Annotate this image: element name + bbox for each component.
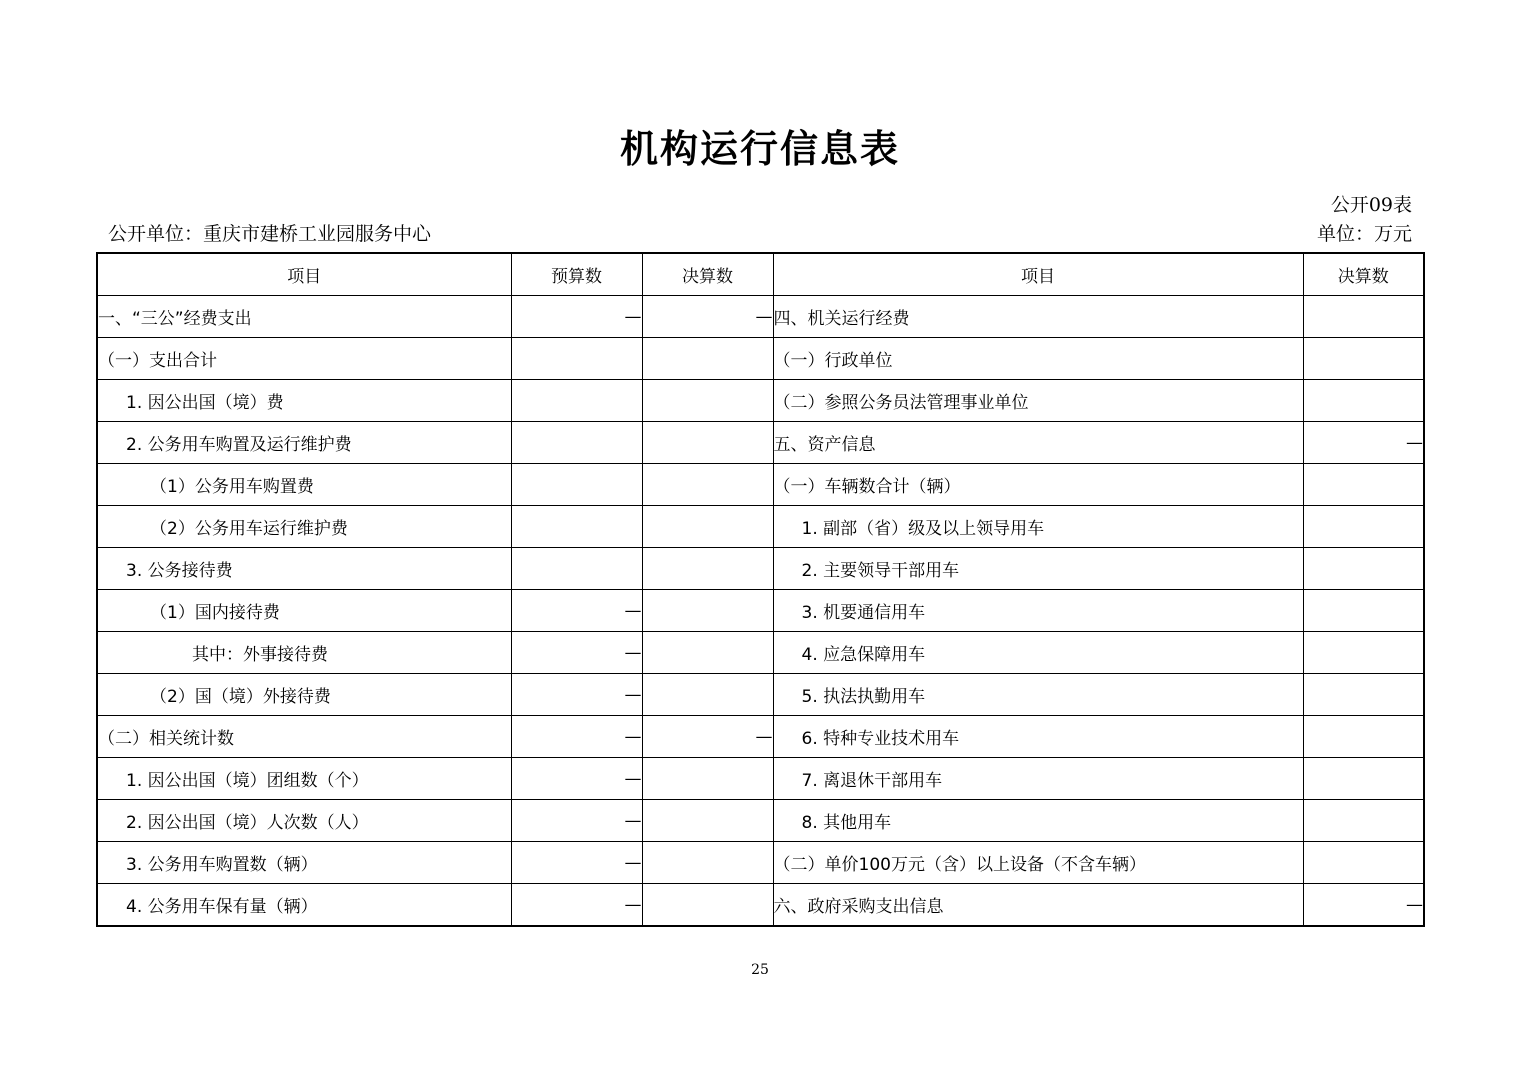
table-row bbox=[97, 506, 1424, 548]
budget-value bbox=[511, 338, 642, 380]
right-item: 6. 特种专业技术用车 bbox=[773, 716, 1303, 758]
right-final-value bbox=[1303, 716, 1424, 758]
table-row bbox=[97, 464, 1424, 506]
table-row bbox=[97, 842, 1424, 884]
budget-value bbox=[511, 506, 642, 548]
right-final-value bbox=[1303, 590, 1424, 632]
right-item: 4. 应急保障用车 bbox=[773, 632, 1303, 674]
left-item: （2）国（境）外接待费 bbox=[97, 674, 511, 716]
header-item-right: 项目 bbox=[773, 253, 1303, 296]
right-final-value bbox=[1303, 632, 1424, 674]
table-row bbox=[97, 716, 1424, 758]
left-item: （二）相关统计数 bbox=[97, 716, 511, 758]
left-item: 其中：外事接待费 bbox=[97, 632, 511, 674]
budget-value bbox=[511, 464, 642, 506]
final-value bbox=[642, 632, 773, 674]
budget-value: — bbox=[511, 296, 642, 338]
right-item: 8. 其他用车 bbox=[773, 800, 1303, 842]
info-table bbox=[96, 252, 1425, 927]
right-item: 7. 离退休干部用车 bbox=[773, 758, 1303, 800]
final-value bbox=[642, 884, 773, 927]
right-item: 四、机关运行经费 bbox=[773, 296, 1303, 338]
left-item: 2. 因公出国（境）人次数（人） bbox=[97, 800, 511, 842]
reporting-unit: 公开单位：重庆市建桥工业园服务中心 bbox=[108, 223, 432, 245]
budget-value: — bbox=[511, 800, 642, 842]
header-budget: 预算数 bbox=[511, 253, 642, 296]
left-item: （一）支出合计 bbox=[97, 338, 511, 380]
right-final-value: — bbox=[1303, 884, 1424, 927]
right-item: （一）车辆数合计（辆） bbox=[773, 464, 1303, 506]
final-value bbox=[642, 758, 773, 800]
table-row bbox=[97, 380, 1424, 422]
final-value bbox=[642, 800, 773, 842]
final-value bbox=[642, 464, 773, 506]
page-number: 25 bbox=[751, 962, 769, 978]
budget-value: — bbox=[511, 884, 642, 927]
left-item: 3. 公务用车购置数（辆） bbox=[97, 842, 511, 884]
right-final-value bbox=[1303, 380, 1424, 422]
table-row bbox=[97, 758, 1424, 800]
final-value bbox=[642, 590, 773, 632]
budget-value: — bbox=[511, 674, 642, 716]
left-item: （1）公务用车购置费 bbox=[97, 464, 511, 506]
right-item: （二）单价100万元（含）以上设备（不含车辆） bbox=[773, 842, 1303, 884]
final-value bbox=[642, 422, 773, 464]
page-title: 机构运行信息表 bbox=[619, 127, 900, 171]
right-item: （二）参照公务员法管理事业单位 bbox=[773, 380, 1303, 422]
budget-value: — bbox=[511, 590, 642, 632]
budget-value: — bbox=[511, 632, 642, 674]
left-item: 2. 公务用车购置及运行维护费 bbox=[97, 422, 511, 464]
table-row bbox=[97, 884, 1424, 927]
final-value bbox=[642, 380, 773, 422]
left-item: 1. 因公出国（境）团组数（个） bbox=[97, 758, 511, 800]
header-final-right: 决算数 bbox=[1303, 253, 1424, 296]
right-final-value bbox=[1303, 800, 1424, 842]
right-final-value bbox=[1303, 674, 1424, 716]
table-row bbox=[97, 422, 1424, 464]
budget-value: — bbox=[511, 716, 642, 758]
final-value bbox=[642, 842, 773, 884]
table-row bbox=[97, 632, 1424, 674]
form-id: 公开09表 bbox=[1330, 194, 1412, 216]
table-row bbox=[97, 590, 1424, 632]
table-row bbox=[97, 338, 1424, 380]
left-item: （2）公务用车运行维护费 bbox=[97, 506, 511, 548]
header-final-left: 决算数 bbox=[642, 253, 773, 296]
left-item: 4. 公务用车保有量（辆） bbox=[97, 884, 511, 927]
right-final-value bbox=[1303, 548, 1424, 590]
right-item: 3. 机要通信用车 bbox=[773, 590, 1303, 632]
header-item-left: 项目 bbox=[97, 253, 511, 296]
budget-value bbox=[511, 422, 642, 464]
currency-unit: 单位：万元 bbox=[1316, 223, 1412, 245]
right-final-value bbox=[1303, 758, 1424, 800]
final-value bbox=[642, 506, 773, 548]
budget-value bbox=[511, 380, 642, 422]
final-value bbox=[642, 674, 773, 716]
budget-value: — bbox=[511, 758, 642, 800]
right-final-value: — bbox=[1303, 422, 1424, 464]
right-final-value bbox=[1303, 842, 1424, 884]
left-item: 1. 因公出国（境）费 bbox=[97, 380, 511, 422]
table-row bbox=[97, 548, 1424, 590]
table-row bbox=[97, 674, 1424, 716]
right-item: （一）行政单位 bbox=[773, 338, 1303, 380]
right-final-value bbox=[1303, 506, 1424, 548]
right-final-value bbox=[1303, 338, 1424, 380]
right-item: 六、政府采购支出信息 bbox=[773, 884, 1303, 927]
right-final-value bbox=[1303, 296, 1424, 338]
left-item: （1）国内接待费 bbox=[97, 590, 511, 632]
right-item: 1. 副部（省）级及以上领导用车 bbox=[773, 506, 1303, 548]
table-row bbox=[97, 296, 1424, 338]
final-value bbox=[642, 338, 773, 380]
budget-value: — bbox=[511, 842, 642, 884]
final-value bbox=[642, 548, 773, 590]
final-value: — bbox=[642, 716, 773, 758]
budget-value bbox=[511, 548, 642, 590]
right-final-value bbox=[1303, 464, 1424, 506]
right-item: 5. 执法执勤用车 bbox=[773, 674, 1303, 716]
right-item: 五、资产信息 bbox=[773, 422, 1303, 464]
table-header-row bbox=[97, 253, 1424, 296]
final-value: — bbox=[642, 296, 773, 338]
right-item: 2. 主要领导干部用车 bbox=[773, 548, 1303, 590]
left-item: 一、“三公”经费支出 bbox=[97, 296, 511, 338]
left-item: 3. 公务接待费 bbox=[97, 548, 511, 590]
table-row bbox=[97, 800, 1424, 842]
